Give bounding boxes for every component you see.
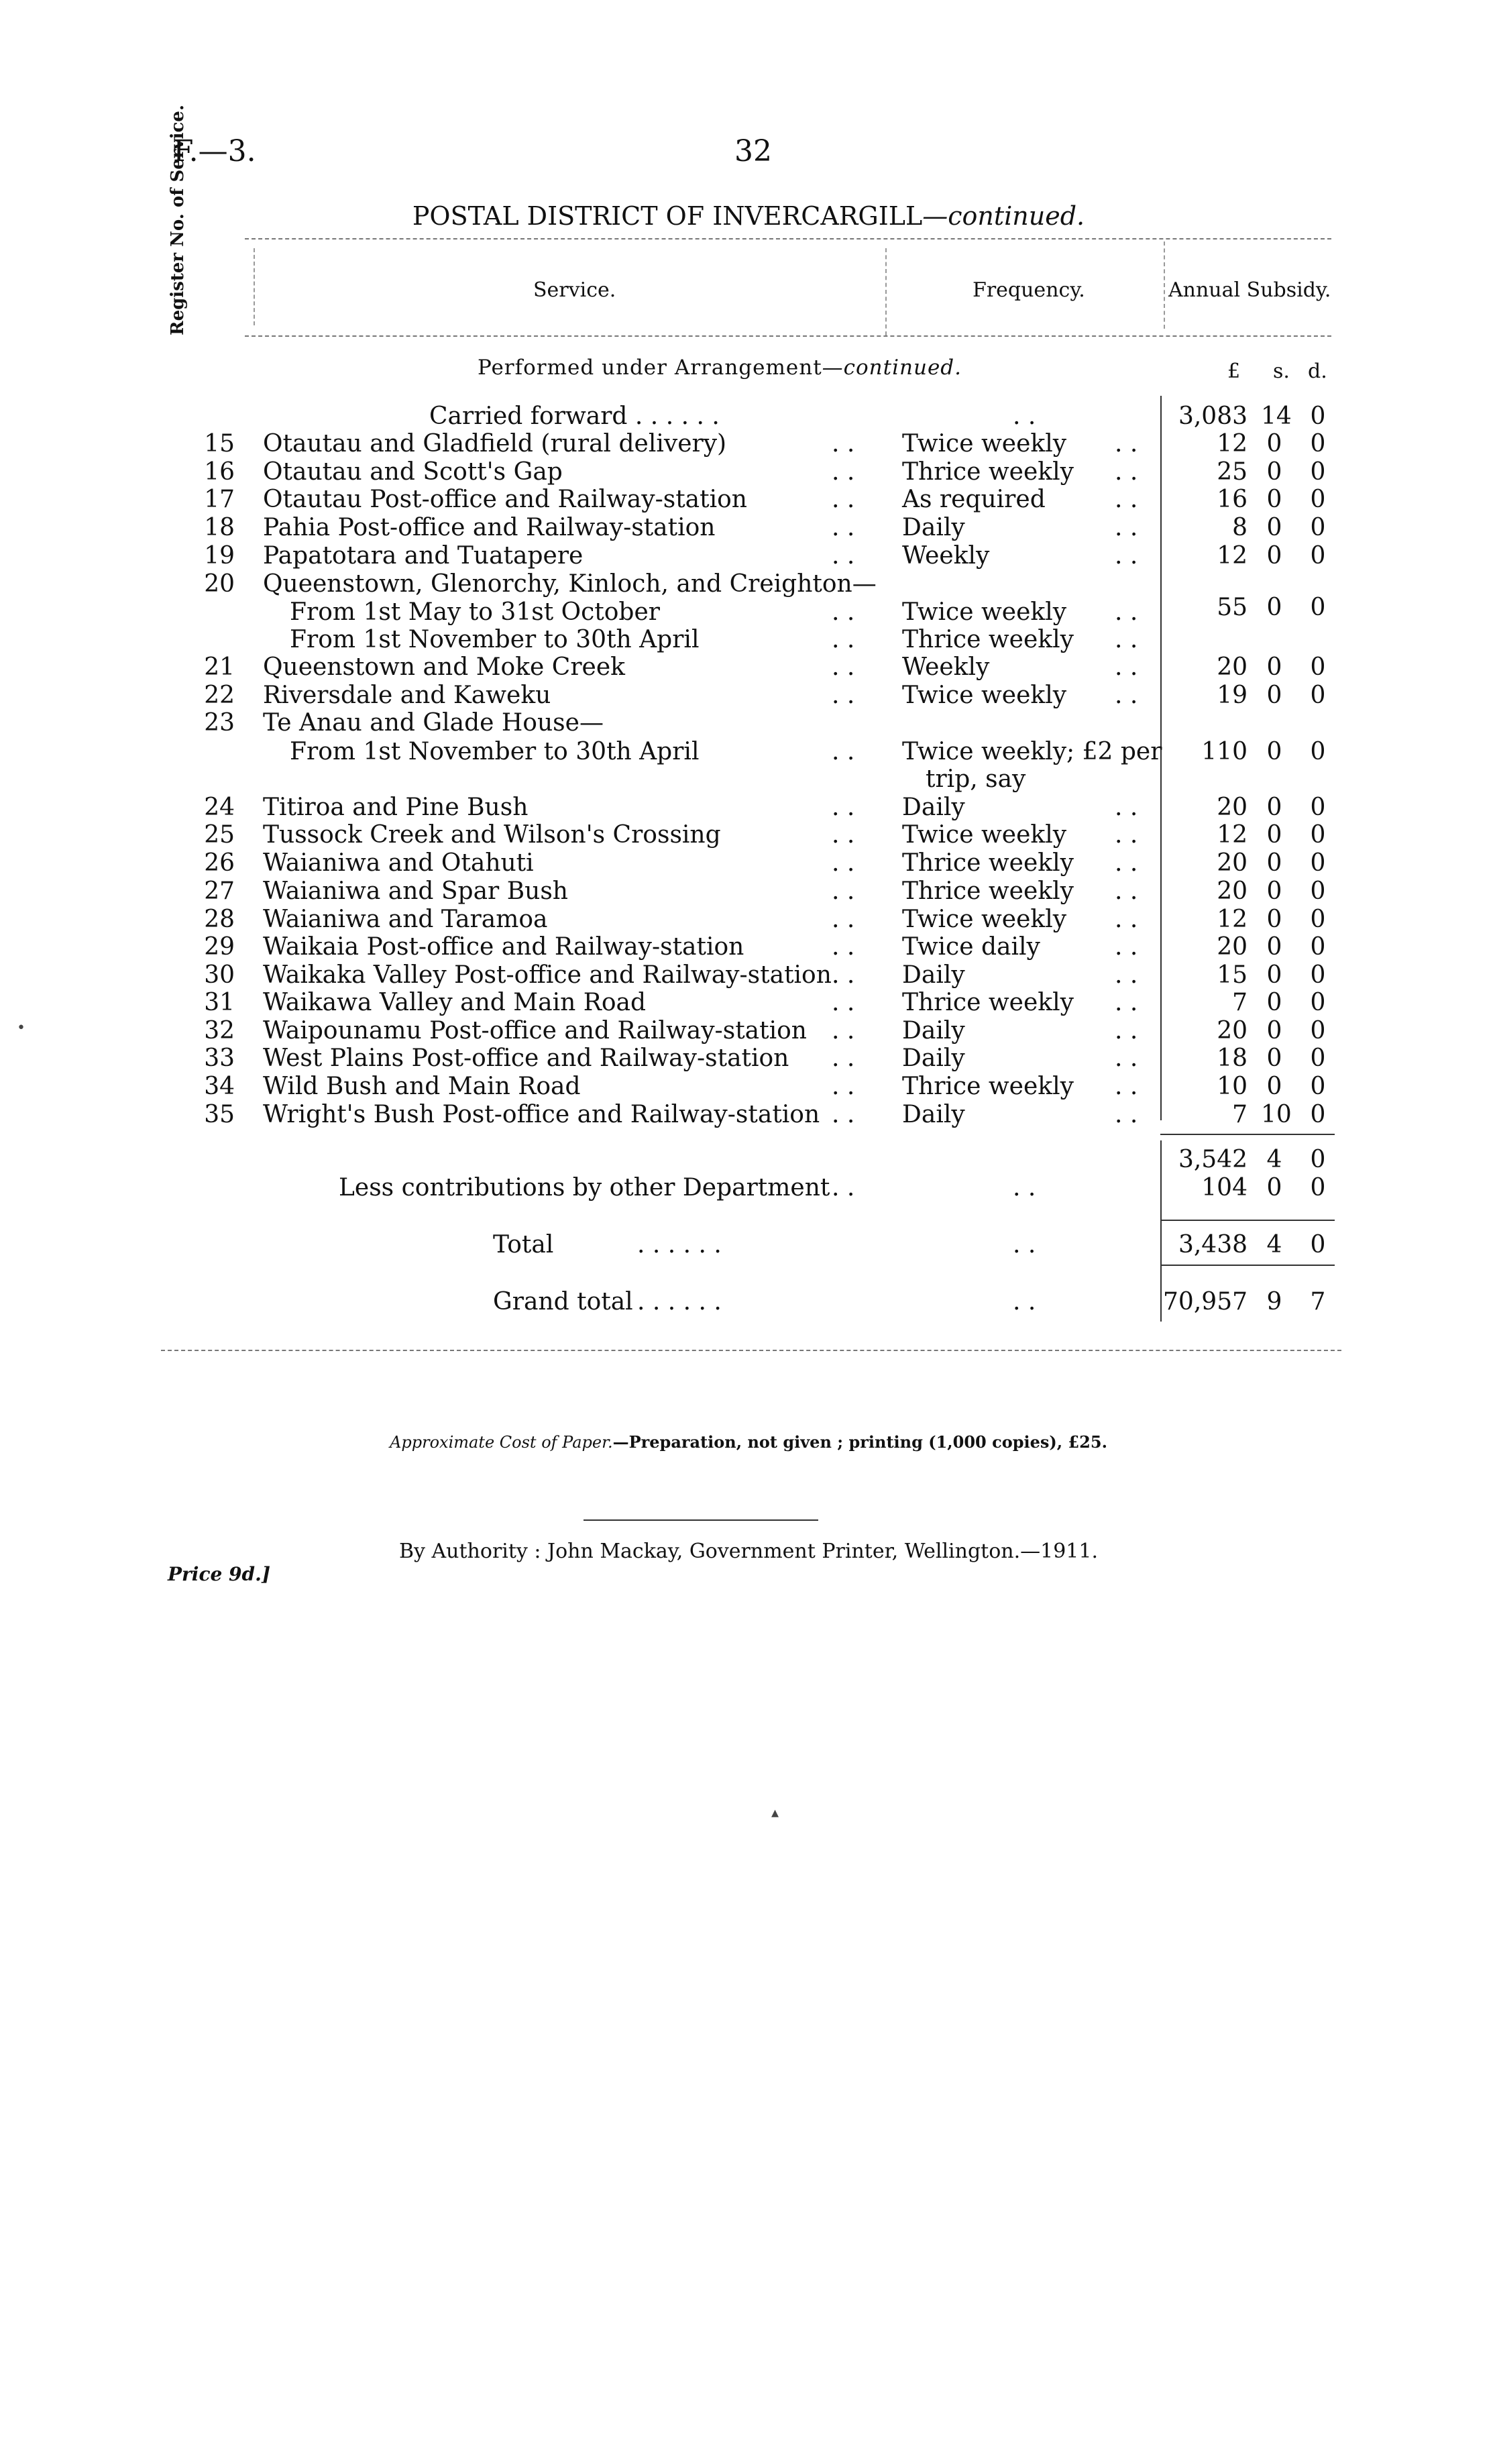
subsidy-pounds: 19: [1217, 682, 1248, 709]
grand-leader-dots: . . . . . .: [637, 1288, 722, 1316]
section-suffix: —continued.: [822, 356, 962, 380]
table-row: [0, 989, 1497, 1017]
table-row: [0, 821, 1497, 849]
subsidy-pence: 0: [1310, 1073, 1326, 1100]
table-row: [0, 961, 1497, 989]
subsidy-pounds: 20: [1217, 653, 1248, 681]
table-row: [0, 403, 1497, 431]
register-number: 24: [204, 794, 235, 821]
shillings-unit: s.: [1273, 360, 1290, 383]
frequency: Daily: [902, 1044, 965, 1072]
total-row: [0, 1231, 1497, 1259]
leader-dots: . .: [832, 486, 855, 513]
frequency: trip, say: [926, 765, 1026, 793]
service-name: Te Anau and Glade House—: [263, 709, 604, 737]
page-number: 32: [734, 134, 772, 168]
table-row: [0, 794, 1497, 822]
frequency: Weekly: [902, 542, 990, 570]
register-number: 18: [204, 514, 235, 541]
frequency: Twice weekly: [902, 821, 1067, 849]
subsidy-shillings: 0: [1266, 542, 1282, 570]
header-divider-1: [254, 248, 255, 325]
title-text: POSTAL DISTRICT OF INVERCARGILL: [412, 201, 923, 231]
subsidy-pence: 0: [1310, 1044, 1326, 1072]
pounds-unit: £: [1227, 360, 1241, 383]
subsidy-shillings: 0: [1266, 458, 1282, 486]
table-row: [0, 709, 1497, 737]
leader-dots: . .: [1115, 906, 1138, 933]
leader-dots: . .: [1115, 653, 1138, 681]
less-leader-dots: . .: [832, 1174, 855, 1201]
subsidy-shillings: 0: [1266, 933, 1282, 961]
subtotal-row: [0, 1146, 1497, 1174]
table-row: [0, 458, 1497, 486]
subsidy-pounds: 20: [1217, 794, 1248, 821]
subsidy-pounds: 3,083: [1178, 403, 1248, 430]
cost-note: [0, 1432, 1497, 1452]
subsidy-pence: 0: [1310, 653, 1326, 681]
leader-dots: . .: [832, 821, 855, 849]
subsidy-pence: 0: [1310, 458, 1326, 486]
service-name: Waikawa Valley and Main Road: [263, 989, 647, 1016]
register-number: 32: [204, 1017, 235, 1044]
subsidy-pounds: 110: [1201, 738, 1248, 765]
subsidy-shillings: 0: [1266, 682, 1282, 709]
table-row: [0, 1073, 1497, 1101]
service-name: Wild Bush and Main Road: [263, 1073, 581, 1100]
service-name: From 1st November to 30th April: [290, 738, 700, 765]
subsidy-pounds: 25: [1217, 458, 1248, 486]
frequency: Daily: [902, 961, 965, 989]
total-leader-dots: . . . . . .: [637, 1231, 722, 1258]
subsidy-pounds: 15: [1217, 961, 1248, 989]
header-top-rule: [245, 238, 1331, 239]
subsidy-shillings: 0: [1266, 653, 1282, 681]
subtotal-rule: [1160, 1134, 1335, 1135]
subsidy-pounds: 7: [1232, 1101, 1248, 1128]
service-name: Pahia Post-office and Railway-station: [263, 514, 716, 541]
leader-dots: . .: [1115, 1101, 1138, 1128]
price-label: Price 9d.]: [168, 1563, 271, 1585]
frequency: Weekly: [902, 653, 990, 681]
merged-pounds: 55: [1217, 594, 1248, 621]
leader-dots: . .: [1115, 1017, 1138, 1044]
register-number: 17: [204, 486, 235, 513]
frequency: Twice weekly: [902, 598, 1067, 626]
register-number: 23: [204, 709, 235, 737]
subsidy-shillings: 0: [1266, 906, 1282, 933]
total-pounds: 3,438: [1178, 1231, 1248, 1258]
subsidy-pounds: 8: [1232, 514, 1248, 541]
authority-rule: [584, 1519, 818, 1521]
table-row: [0, 626, 1497, 654]
register-number: 15: [204, 430, 235, 458]
subsidy-shillings: 0: [1266, 877, 1282, 905]
service-name: Waianiwa and Spar Bush: [263, 877, 568, 905]
leader-dots: . .: [1115, 933, 1138, 961]
cost-label: Approximate Cost of Paper.: [390, 1433, 613, 1452]
table-row: [0, 682, 1497, 710]
frequency: Thrice weekly: [902, 989, 1074, 1016]
frequency: Thrice weekly: [902, 458, 1074, 486]
register-number: 31: [204, 989, 235, 1016]
subsidy-pence: 0: [1310, 933, 1326, 961]
register-number: 30: [204, 961, 235, 989]
register-number: 28: [204, 906, 235, 933]
subsidy-pence: 0: [1310, 821, 1326, 849]
column-header-frequency: Frequency.: [973, 278, 1085, 302]
subsidy-pence: 0: [1310, 430, 1326, 458]
subsidy-shillings: 14: [1261, 403, 1292, 430]
register-number: 25: [204, 821, 235, 849]
subsidy-pence: 0: [1310, 514, 1326, 541]
merged-pence: 0: [1310, 594, 1326, 621]
scan-speck: •: [17, 1020, 25, 1036]
subsidy-pounds: 12: [1217, 821, 1248, 849]
subsidy-pounds: 20: [1217, 933, 1248, 961]
subsidy-pounds: 12: [1217, 542, 1248, 570]
subsidy-pounds: 18: [1217, 1044, 1248, 1072]
subsidy-shillings: 0: [1266, 849, 1282, 877]
leader-dots: . .: [832, 738, 855, 765]
less-pounds: 104: [1201, 1174, 1248, 1201]
title-suffix: —continued.: [922, 201, 1085, 231]
page-title: [0, 201, 1497, 231]
service-name: Waikaka Valley Post-office and Railway-station: [263, 961, 832, 989]
frequency: . .: [1013, 403, 1036, 430]
leader-dots: . .: [832, 933, 855, 961]
subsidy-shillings: 0: [1266, 738, 1282, 765]
subsidy-pence: 0: [1310, 738, 1326, 765]
subsidy-shillings: 10: [1261, 1101, 1292, 1128]
service-name: Otautau Post-office and Railway-station: [263, 486, 747, 513]
total-rule: [1160, 1220, 1335, 1221]
leader-dots: . .: [1115, 989, 1138, 1016]
table-row: [0, 542, 1497, 570]
table-row: [0, 906, 1497, 934]
leader-dots: . .: [832, 1101, 855, 1128]
subsidy-pence: 0: [1310, 849, 1326, 877]
total-shillings: 4: [1266, 1231, 1282, 1258]
scan-speck-2: ▴: [771, 1805, 779, 1821]
grand-total-pence: 7: [1310, 1288, 1326, 1316]
subsidy-pence: 0: [1310, 486, 1326, 513]
header-divider-3: [1164, 242, 1165, 329]
frequency: Daily: [902, 1101, 965, 1128]
subsidy-shillings: 0: [1266, 1073, 1282, 1100]
leader-dots: . .: [832, 961, 855, 989]
subsidy-pence: 0: [1310, 961, 1326, 989]
leader-dots: . .: [832, 794, 855, 821]
table-row: [0, 653, 1497, 682]
merged-shillings: 0: [1266, 594, 1282, 621]
frequency: As required: [902, 486, 1046, 513]
subsidy-pence: 0: [1310, 989, 1326, 1016]
leader-dots: . .: [1115, 794, 1138, 821]
subsidy-pounds: 12: [1217, 430, 1248, 458]
subsidy-shillings: 0: [1266, 486, 1282, 513]
leader-dots: . .: [832, 1044, 855, 1072]
leader-dots: . .: [1115, 626, 1138, 653]
subsidy-shillings: 0: [1266, 989, 1282, 1016]
leader-dots: . .: [1115, 598, 1138, 626]
service-name: Otautau and Scott's Gap: [263, 458, 563, 486]
frequency: Thrice weekly: [902, 626, 1074, 653]
pence-unit: d.: [1308, 360, 1327, 383]
section-heading: [478, 356, 962, 380]
subsidy-pounds: 10: [1217, 1073, 1248, 1100]
leader-dots: . .: [832, 542, 855, 570]
table-bottom-rule: [161, 1350, 1341, 1351]
leader-dots: . .: [1115, 430, 1138, 458]
service-name: Riversdale and Kaweku: [263, 682, 551, 709]
service-name: From 1st May to 31st October: [290, 598, 660, 626]
service-name: West Plains Post-office and Railway-station: [263, 1044, 789, 1072]
leader-dots: . .: [832, 682, 855, 709]
leader-dots: . .: [832, 1017, 855, 1044]
service-name: Papatotara and Tuatapere: [263, 542, 584, 570]
grand-total-rule: [1160, 1265, 1335, 1266]
service-name: From 1st November to 30th April: [290, 626, 700, 653]
register-number: 26: [204, 849, 235, 877]
frequency: Thrice weekly: [902, 849, 1074, 877]
subsidy-shillings: 0: [1266, 961, 1282, 989]
subsidy-shillings: 0: [1266, 430, 1282, 458]
service-name: Wright's Bush Post-office and Railway-station: [263, 1101, 820, 1128]
column-header-register: Register No. of Service.: [168, 105, 188, 335]
register-number: 16: [204, 458, 235, 486]
frequency: Daily: [902, 514, 965, 541]
leader-dots: . .: [1115, 682, 1138, 709]
leader-dots: . .: [1115, 821, 1138, 849]
leader-dots: . .: [832, 626, 855, 653]
leader-dots: . .: [832, 877, 855, 905]
subsidy-pence: 0: [1310, 403, 1326, 430]
cost-text: —Preparation, not given ; printing (1,000 copies), £25.: [612, 1432, 1107, 1452]
frequency: Twice daily: [902, 933, 1040, 961]
service-name: Titiroa and Pine Bush: [263, 794, 529, 821]
table-row: [0, 1101, 1497, 1129]
subsidy-pounds: 20: [1217, 1017, 1248, 1044]
register-number: 21: [204, 653, 235, 681]
totals-column-rule: [1160, 1140, 1162, 1322]
subsidy-shillings: 0: [1266, 1044, 1282, 1072]
section-label: Performed under Arrangement: [478, 356, 822, 380]
leader-dots: . .: [1115, 849, 1138, 877]
grand-total-label: Grand total: [493, 1288, 633, 1316]
grand-leader-dots-2: . .: [1013, 1288, 1036, 1316]
service-name: Waianiwa and Taramoa: [263, 906, 548, 933]
subtotal-pence: 0: [1310, 1146, 1326, 1173]
frequency: Twice weekly: [902, 682, 1067, 709]
table-row: [0, 486, 1497, 514]
frequency: Daily: [902, 794, 965, 821]
subsidy-pence: 0: [1310, 1017, 1326, 1044]
subsidy-shillings: 0: [1266, 1017, 1282, 1044]
register-number: 22: [204, 682, 235, 709]
register-number: 35: [204, 1101, 235, 1128]
leader-dots: . .: [832, 458, 855, 486]
leader-dots: . .: [1115, 1044, 1138, 1072]
subsidy-pence: 0: [1310, 542, 1326, 570]
register-number: 19: [204, 542, 235, 570]
leader-dots: . .: [1115, 458, 1138, 486]
register-number: 27: [204, 877, 235, 905]
leader-dots: . .: [832, 430, 855, 458]
subsidy-pounds: 16: [1217, 486, 1248, 513]
frequency: Twice weekly: [902, 430, 1067, 458]
service-name: Queenstown and Moke Creek: [263, 653, 625, 681]
less-shillings: 0: [1266, 1174, 1282, 1201]
service-name: Waipounamu Post-office and Railway-station: [263, 1017, 807, 1044]
service-name: Otautau and Gladfield (rural delivery): [263, 430, 727, 458]
leader-dots: . .: [832, 906, 855, 933]
table-row: [0, 877, 1497, 906]
subsidy-pence: 0: [1310, 1101, 1326, 1128]
leader-dots: . .: [832, 989, 855, 1016]
frequency: Twice weekly; £2 per: [902, 738, 1162, 765]
total-leader-dots-2: . .: [1013, 1231, 1036, 1258]
register-number: 29: [204, 933, 235, 961]
register-number: 20: [204, 570, 235, 598]
service-name: Carried forward . . . . . .: [429, 403, 720, 430]
table-row: [0, 1017, 1497, 1045]
subsidy-shillings: 0: [1266, 794, 1282, 821]
leader-dots: . .: [1115, 1073, 1138, 1100]
leader-dots: . .: [1115, 542, 1138, 570]
less-row: [0, 1174, 1497, 1202]
merged-subsidy-row: [0, 594, 1497, 622]
leader-dots: . .: [832, 598, 855, 626]
subtotal-shillings: 4: [1266, 1146, 1282, 1173]
frequency: Thrice weekly: [902, 1073, 1074, 1100]
subsidy-pounds: 20: [1217, 877, 1248, 905]
grand-total-row: [0, 1288, 1497, 1316]
table-row: [0, 738, 1497, 766]
service-name: Waikaia Post-office and Railway-station: [263, 933, 744, 961]
leader-dots: . .: [1115, 877, 1138, 905]
table-row: [0, 1044, 1497, 1073]
grand-total-pounds: 70,957: [1163, 1288, 1248, 1316]
register-number: 33: [204, 1044, 235, 1072]
less-pence: 0: [1310, 1174, 1326, 1201]
table-row: [0, 430, 1497, 458]
subsidy-pence: 0: [1310, 794, 1326, 821]
table-row: [0, 933, 1497, 961]
subtotal-pounds: 3,542: [1178, 1146, 1248, 1173]
leader-dots: . .: [1115, 961, 1138, 989]
frequency: Daily: [902, 1017, 965, 1044]
total-pence: 0: [1310, 1231, 1326, 1258]
service-name: Waianiwa and Otahuti: [263, 849, 534, 877]
subsidy-shillings: 0: [1266, 821, 1282, 849]
subsidy-shillings: 0: [1266, 514, 1282, 541]
leader-dots: . .: [1115, 486, 1138, 513]
table-row: [0, 765, 1497, 794]
leader-dots: . .: [832, 849, 855, 877]
frequency: Thrice weekly: [902, 877, 1074, 905]
leader-dots: . .: [832, 1073, 855, 1100]
leader-dots: . .: [832, 653, 855, 681]
subsidy-pounds: 20: [1217, 849, 1248, 877]
total-label: Total: [493, 1231, 554, 1258]
authority-line: By Authority : John Mackay, Government Printer, Wellington.—1911.: [398, 1540, 1099, 1563]
page-reference: F.—3.: [173, 134, 256, 168]
header-bottom-rule: [245, 335, 1331, 337]
service-name: Tussock Creek and Wilson's Crossing: [263, 821, 721, 849]
column-header-subsidy: Annual Subsidy.: [1168, 278, 1331, 302]
frequency: Twice weekly: [902, 906, 1067, 933]
subsidy-pence: 0: [1310, 906, 1326, 933]
leader-dots: . .: [832, 514, 855, 541]
less-label: Less contributions by other Department: [339, 1174, 830, 1201]
leader-dots: . .: [1115, 514, 1138, 541]
service-name: Queenstown, Glenorchy, Kinloch, and Creighton—: [263, 570, 877, 598]
table-row: [0, 849, 1497, 877]
subsidy-pounds: 12: [1217, 906, 1248, 933]
column-header-service: Service.: [533, 278, 616, 302]
subsidy-pence: 0: [1310, 877, 1326, 905]
register-number: 34: [204, 1073, 235, 1100]
table-row: [0, 514, 1497, 542]
subsidy-pounds: 7: [1232, 989, 1248, 1016]
grand-total-shillings: 9: [1266, 1288, 1282, 1316]
subsidy-pence: 0: [1310, 682, 1326, 709]
less-leader-dots-2: . .: [1013, 1174, 1036, 1201]
header-divider-2: [885, 248, 887, 335]
